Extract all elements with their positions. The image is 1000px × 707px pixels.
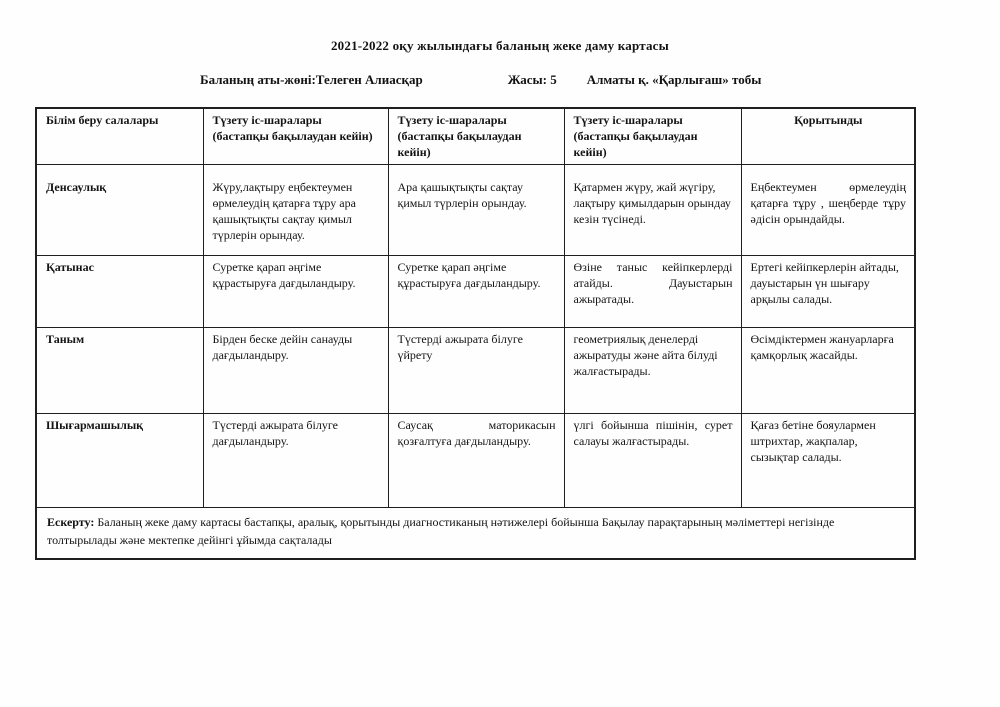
development-card-table (35, 107, 916, 560)
table-cell: үлгі бойынша пішінін, сурет салауы жалғастырады. (564, 414, 741, 508)
group-field: Алматы қ. «Қарлығаш» тобы (586, 72, 762, 87)
document-title: 2021-2022 оқу жылындағы баланың жеке даму картасы (330, 38, 669, 53)
table-cell: Суретке қарап әңгіме құрастыруға дағдыландыру. (203, 256, 388, 328)
child-name-field: Баланың аты-жөні:Телеген Алиасқар (200, 72, 423, 87)
row-category: Қатынас (36, 256, 203, 328)
table-cell: Саусақ маторикасын қозғалтуға дағдыландыру. (388, 414, 564, 508)
col-header-correction-3: Түзету іс-шаралары (бастапқы бақылаудан кейін) (564, 108, 741, 165)
table-cell: Қатармен жүру, жай жүгіру, лақтыру қимылдарын орындау кезін түсінеді. (564, 165, 741, 256)
table-cell: Түстерді ажырата білуге үйрету (388, 328, 564, 414)
table-row (36, 256, 915, 328)
col-header-result: Қорытынды (741, 108, 915, 165)
child-age-field: Жасы: 5 (507, 72, 557, 87)
table-cell: Еңбектеумен өрмелеудің қатарға тұру , шеңберде тұру әдісін орындайды. (741, 165, 915, 256)
table-cell: Жүру,лақтыру еңбектеумен өрмелеудің қатарға тұру ара қашықтықты сақтау қимыл түрлерін орындау. (203, 165, 388, 256)
row-category: Денсаулық (36, 165, 203, 256)
table-cell: геометриялық денелерді ажыратуды және айта білуді жалғастырады. (564, 328, 741, 414)
table-header-row (36, 108, 915, 165)
row-category: Шығармашылық (36, 414, 203, 508)
note-text: Баланың жеке даму картасы бастапқы, аралық, қорытынды диагностиканың нәтижелері бойынша Бақылау парақтарының мәліметтері негізінде толтырылады және мектепке дейінгі ұйымда сақталады (47, 515, 835, 547)
table-cell: Өсімдіктермен жануарларға қамқорлық жасайды. (741, 328, 915, 414)
table-cell: Суретке қарап әңгіме құрастыруға дағдыландыру. (388, 256, 564, 328)
table-cell: Қағаз бетіне бояулармен штрихтар, жақпалар, сызықтар салады. (741, 414, 915, 508)
table-row (36, 165, 915, 256)
note-cell (36, 508, 915, 559)
note-row (36, 508, 915, 559)
table-row (36, 414, 915, 508)
col-header-education-areas: Білім беру салалары (36, 108, 203, 165)
col-header-correction-1: Түзету іс-шаралары (бастапқы бақылаудан кейін) (203, 108, 388, 165)
table-row (36, 328, 915, 414)
row-category: Таным (36, 328, 203, 414)
col-header-correction-2: Түзету іс-шаралары (бастапқы бақылаудан кейін) (388, 108, 564, 165)
table-cell: Түстерді ажырата білуге дағдыландыру. (203, 414, 388, 508)
table-cell: Ара қашықтықты сақтау қимыл түрлерін орындау. (388, 165, 564, 256)
note-label: Ескерту: (47, 515, 95, 530)
table-cell: Бірден беске дейін санауды дағдыландыру. (203, 328, 388, 414)
table-cell: Ертегі кейіпкерлерін айтады, дауыстарын үн шығару арқылы салады. (741, 256, 915, 328)
table-cell: Өзіне таныс кейіпкерлерді атайды. Дауыстарын ажыратады. (564, 256, 741, 328)
document-subtitle (200, 72, 960, 88)
